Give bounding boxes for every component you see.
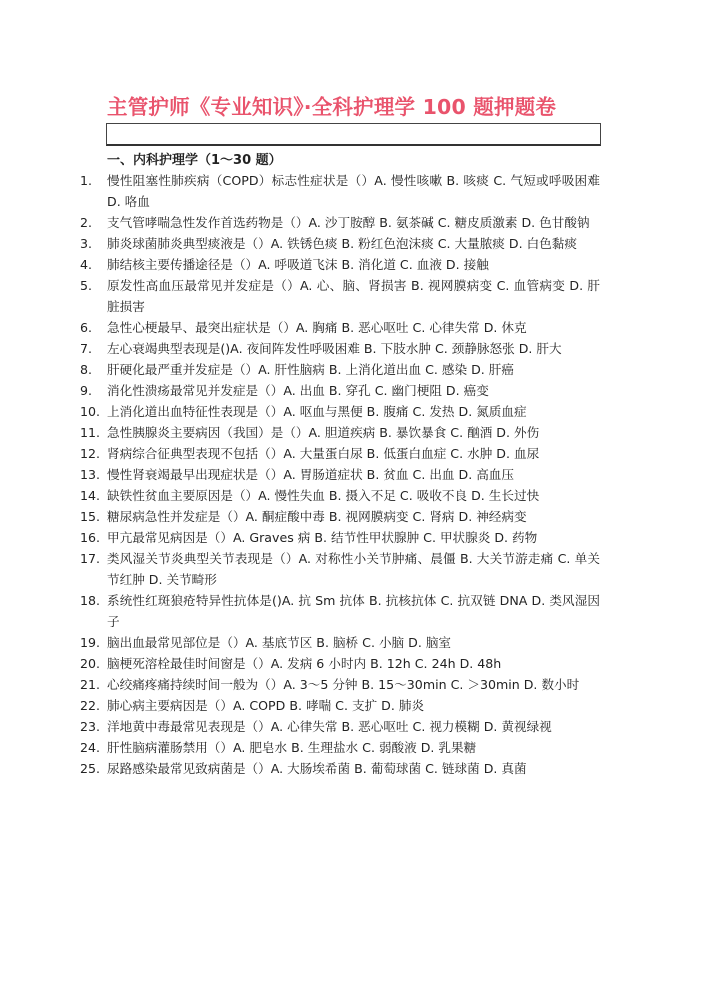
question-number: 23. (80, 719, 101, 734)
question-item (80, 527, 600, 548)
question-number: 14. (80, 488, 101, 503)
question-number: 3. (80, 236, 93, 251)
question-number: 11. (80, 425, 101, 440)
question-number: 20. (80, 656, 101, 671)
question-text: 脑出血最常见部位是（）A. 基底节区 B. 脑桥 C. 小脑 D. 脑室 (107, 635, 452, 650)
question-number: 8. (80, 362, 93, 377)
question-text: 系统性红斑狼疮特异性抗体是()A. 抗 Sm 抗体 B. 抗核抗体 C. 抗双链 DNA D. 类风湿因子 (107, 593, 600, 629)
question-text: 上消化道出血特征性表现是（）A. 呕血与黑便 B. 腹痛 C. 发热 D. 氮质血症 (107, 404, 527, 419)
question-text: 脑梗死溶栓最佳时间窗是（）A. 发病 6 小时内 B. 12h C. 24h D. 48h (107, 656, 502, 671)
question-text: 糖尿病急性并发症是（）A. 酮症酸中毒 B. 视网膜病变 C. 肾病 D. 神经病变 (107, 509, 527, 524)
question-item (80, 212, 600, 233)
question-item (80, 401, 600, 422)
question-number: 13. (80, 467, 101, 482)
question-item (80, 695, 600, 716)
question-text: 肝硬化最严重并发症是（）A. 肝性脑病 B. 上消化道出血 C. 感染 D. 肝癌 (107, 362, 514, 377)
question-number: 2. (80, 215, 93, 230)
question-text: 急性胰腺炎主要病因（我国）是（）A. 胆道疾病 B. 暴饮暴食 C. 酗酒 D. 外伤 (107, 425, 540, 440)
question-number: 21. (80, 677, 101, 692)
question-number: 15. (80, 509, 101, 524)
question-text: 慢性阻塞性肺疾病（COPD）标志性症状是（）A. 慢性咳嗽 B. 咳痰 C. 气短或呼吸困难 D. 咯血 (107, 173, 600, 209)
question-number: 9. (80, 383, 93, 398)
question-item (80, 254, 600, 275)
question-item (80, 422, 600, 443)
question-number: 12. (80, 446, 101, 461)
question-item (80, 464, 600, 485)
question-text: 支气管哮喘急性发作首选药物是（）A. 沙丁胺醇 B. 氨茶碱 C. 糖皮质激素 D. 色甘酸钠 (107, 215, 590, 230)
question-number: 7. (80, 341, 93, 356)
question-item (80, 485, 600, 506)
question-text: 左心衰竭典型表现是()A. 夜间阵发性呼吸困难 B. 下肢水肿 C. 颈静脉怒张 D. 肝大 (107, 341, 562, 356)
question-text: 肺炎球菌肺炎典型痰液是（）A. 铁锈色痰 B. 粉红色泡沫痰 C. 大量脓痰 D. 白色黏痰 (107, 236, 577, 251)
question-text: 慢性肾衰竭最早出现症状是（）A. 胃肠道症状 B. 贫血 C. 出血 D. 高血压 (107, 467, 514, 482)
section-heading: 一、内科护理学（1～30 题） (107, 153, 282, 168)
question-number: 4. (80, 257, 93, 272)
question-number: 24. (80, 740, 101, 755)
question-text: 缺铁性贫血主要原因是（）A. 慢性失血 B. 摄入不足 C. 吸收不良 D. 生长过快 (107, 488, 540, 503)
question-item (80, 506, 600, 527)
question-text: 急性心梗最早、最突出症状是（）A. 胸痛 B. 恶心呕吐 C. 心律失常 D. 休克 (107, 320, 527, 335)
question-text: 尿路感染最常见致病菌是（）A. 大肠埃希菌 B. 葡萄球菌 C. 链球菌 D. 真菌 (107, 761, 527, 776)
question-item (80, 653, 600, 674)
question-item (80, 443, 600, 464)
question-item (80, 758, 600, 779)
question-item (80, 737, 600, 758)
question-text: 洋地黄中毒最常见表现是（）A. 心律失常 B. 恶心呕吐 C. 视力模糊 D. 黄视绿视 (107, 719, 552, 734)
question-item (80, 233, 600, 254)
question-number: 10. (80, 404, 101, 419)
question-number: 19. (80, 635, 101, 650)
question-number: 16. (80, 530, 101, 545)
question-text: 肺心病主要病因是（）A. COPD B. 哮喘 C. 支扩 D. 肺炎 (107, 698, 425, 713)
question-item (80, 338, 600, 359)
empty-bordered-box (106, 123, 601, 146)
document-title: 主管护师《专业知识》·全科护理学 100 题押题卷 (107, 95, 557, 119)
question-item (80, 170, 600, 212)
question-text: 消化性溃疡最常见并发症是（）A. 出血 B. 穿孔 C. 幽门梗阻 D. 癌变 (107, 383, 489, 398)
question-number: 1. (80, 173, 93, 188)
question-text: 甲亢最常见病因是（）A. Graves 病 B. 结节性甲状腺肿 C. 甲状腺炎 D. 药物 (107, 530, 538, 545)
question-item (80, 380, 600, 401)
question-number: 17. (80, 551, 101, 566)
question-item (80, 590, 600, 632)
question-item (80, 632, 600, 653)
question-item (80, 275, 600, 317)
question-item (80, 674, 600, 695)
question-text: 肾病综合征典型表现不包括（）A. 大量蛋白尿 B. 低蛋白血症 C. 水肿 D. 血尿 (107, 446, 540, 461)
question-list (80, 170, 600, 779)
question-item (80, 548, 600, 590)
question-number: 25. (80, 761, 101, 776)
question-text: 肺结核主要传播途径是（）A. 呼吸道飞沫 B. 消化道 C. 血液 D. 接触 (107, 257, 489, 272)
question-item (80, 317, 600, 338)
question-text: 原发性高血压最常见并发症是（）A. 心、脑、肾损害 B. 视网膜病变 C. 血管病变 D. 肝脏损害 (107, 278, 600, 314)
question-text: 肝性脑病灌肠禁用（）A. 肥皂水 B. 生理盐水 C. 弱酸液 D. 乳果糖 (107, 740, 477, 755)
question-text: 心绞痛疼痛持续时间一般为（）A. 3～5 分钟 B. 15～30min C. ＞30min D. 数小时 (107, 677, 580, 692)
question-number: 6. (80, 320, 93, 335)
question-item (80, 716, 600, 737)
question-number: 5. (80, 278, 93, 293)
question-number: 18. (80, 593, 101, 608)
question-text: 类风湿关节炎典型关节表现是（）A. 对称性小关节肿痛、晨僵 B. 大关节游走痛 C. 单关节红肿 D. 关节畸形 (107, 551, 600, 587)
question-item (80, 359, 600, 380)
question-number: 22. (80, 698, 101, 713)
